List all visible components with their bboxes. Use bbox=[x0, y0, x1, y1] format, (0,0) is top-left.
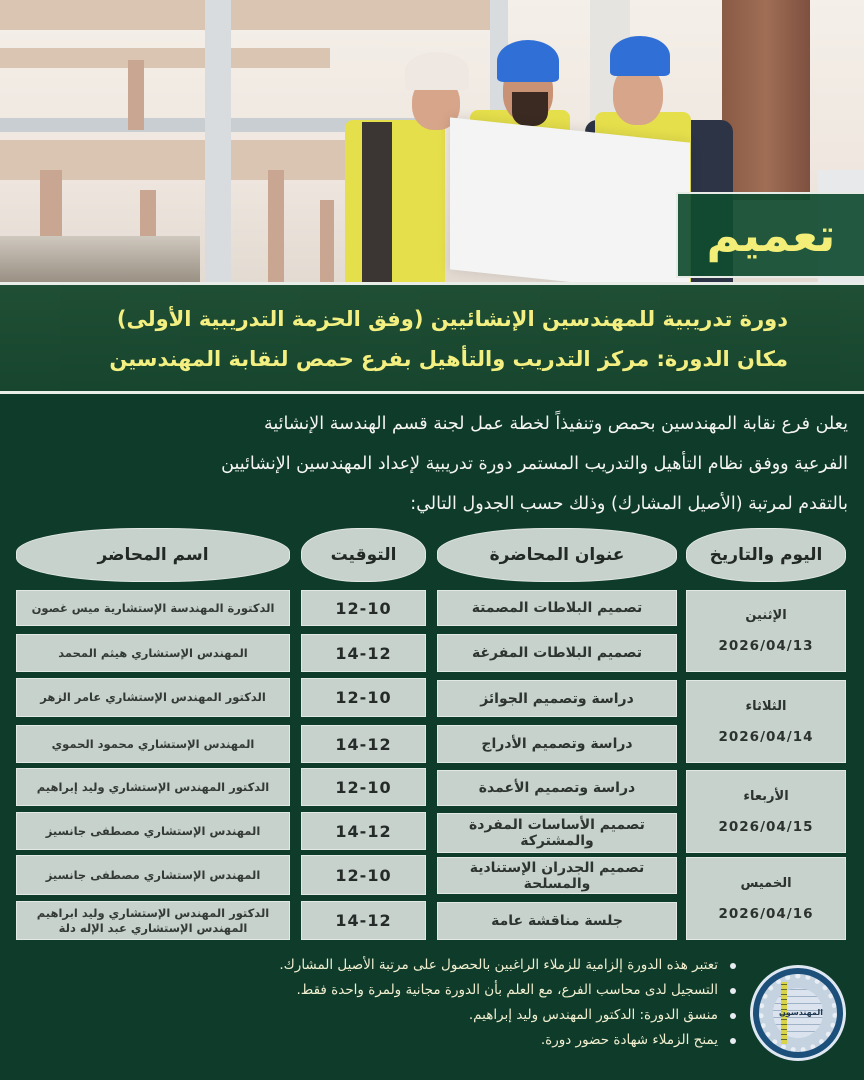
announcement-badge bbox=[676, 192, 864, 278]
note-item: منسق الدورة: الدكتور المهندس وليد إبراهيم. bbox=[150, 1003, 740, 1028]
day-cell bbox=[686, 857, 846, 940]
lecturer-cell bbox=[16, 901, 290, 940]
day-name: الأربعاء bbox=[743, 788, 789, 804]
note-item: يمنح الزملاء شهادة حضور دورة. bbox=[150, 1028, 740, 1053]
note-item: تعتبر هذه الدورة إلزامية للزملاء الراغبين بالحصول على مرتبة الأصيل المشارك. bbox=[150, 953, 740, 978]
intro-line: بالتقدم لمرتبة (الأصيل المشارك) وذلك حسب الجدول التالي: bbox=[410, 494, 848, 514]
day-date: 2026/04/13 bbox=[718, 638, 814, 654]
topic-cell: تصميم الأساسات المفردة والمشتركة bbox=[437, 813, 677, 853]
day-cell bbox=[686, 770, 846, 853]
topic-cell: دراسة وتصميم الأعمدة bbox=[437, 770, 677, 806]
notes-list bbox=[150, 953, 740, 1053]
lecturer-cell: المهندس الإستشاري مصطفى جانسيز bbox=[16, 812, 290, 850]
header-day-date: اليوم والتاريخ bbox=[686, 528, 846, 582]
day-name: الإثنين bbox=[745, 608, 787, 623]
header-topic: عنوان المحاضرة bbox=[437, 528, 677, 582]
lecturer-cell: المهندس الإستشاري مصطفى جانسيز bbox=[16, 855, 290, 895]
time-cell: 12-10 bbox=[301, 678, 426, 717]
intro-paragraph bbox=[16, 404, 848, 524]
day-cell bbox=[686, 680, 846, 763]
topic-cell: دراسة وتصميم الجوائز bbox=[437, 680, 677, 717]
header-lecturer: اسم المحاضر bbox=[16, 528, 290, 582]
day-date: 2026/04/16 bbox=[718, 905, 814, 922]
day-date: 2026/04/15 bbox=[718, 818, 814, 835]
topic-cell: تصميم الجدران الإستنادية والمسلحة bbox=[437, 857, 677, 894]
day-date: 2026/04/14 bbox=[718, 728, 814, 745]
time-cell: 12-10 bbox=[301, 855, 426, 895]
time-cell: 14-12 bbox=[301, 901, 426, 940]
time-cell: 12-10 bbox=[301, 590, 426, 626]
time-cell: 14-12 bbox=[301, 812, 426, 850]
lecturer-name: المهندس الإستشاري عبد الإله دلة bbox=[58, 920, 248, 935]
course-title: دورة تدريبية للمهندسين الإنشائيين (وفق الحزمة التدريبية الأولى) bbox=[116, 307, 788, 331]
note-item: التسجيل لدى محاسب الفرع، مع العلم بأن الدورة مجانية ولمرة واحدة فقط. bbox=[150, 978, 740, 1003]
topic-cell: تصميم البلاطات المفرغة bbox=[437, 634, 677, 672]
lecturer-cell: الدكتور المهندس الإستشاري وليد إبراهيم bbox=[16, 768, 290, 806]
badge-label: تعميم bbox=[706, 208, 836, 262]
day-name: الخميس bbox=[740, 875, 792, 891]
topic-cell: دراسة وتصميم الأدراج bbox=[437, 725, 677, 763]
intro-line: يعلن فرع نقابة المهندسين بحمص وتنفيذاً لخطة عمل لجنة قسم الهندسة الإنشائية bbox=[263, 414, 848, 434]
topic-cell: تصميم البلاطات المصمتة bbox=[437, 590, 677, 626]
day-cell bbox=[686, 590, 846, 672]
logo-text: المهندسون bbox=[779, 1008, 823, 1017]
day-name: الثلاثاء bbox=[745, 698, 787, 714]
course-location: مكان الدورة: مركز التدريب والتأهيل بفرع حمص لنقابة المهندسين bbox=[109, 347, 788, 371]
lecturer-cell: الدكتور المهندس الإستشاري عامر الزهر bbox=[16, 678, 290, 717]
header-time: التوقيت bbox=[301, 528, 426, 582]
topic-cell: جلسة مناقشة عامة bbox=[437, 902, 677, 940]
lecturer-cell: المهندس الإستشاري هيثم المحمد bbox=[16, 634, 290, 672]
title-band bbox=[0, 282, 864, 394]
lecturer-cell: الدكتورة المهندسة الإستشارية ميس غصون bbox=[16, 590, 290, 626]
lecturer-name: الدكتور المهندس الإستشاري وليد ابراهيم bbox=[36, 905, 270, 920]
time-cell: 14-12 bbox=[301, 634, 426, 672]
time-cell: 14-12 bbox=[301, 725, 426, 763]
time-cell: 12-10 bbox=[301, 768, 426, 806]
lecturer-cell: المهندس الإستشاري محمود الحموي bbox=[16, 725, 290, 763]
intro-line: الفرعية ووفق نظام التأهيل والتدريب المستمر دورة تدريبية لإعداد المهندسين الإنشائيين bbox=[221, 454, 848, 474]
engineers-syndicate-logo bbox=[750, 965, 846, 1061]
